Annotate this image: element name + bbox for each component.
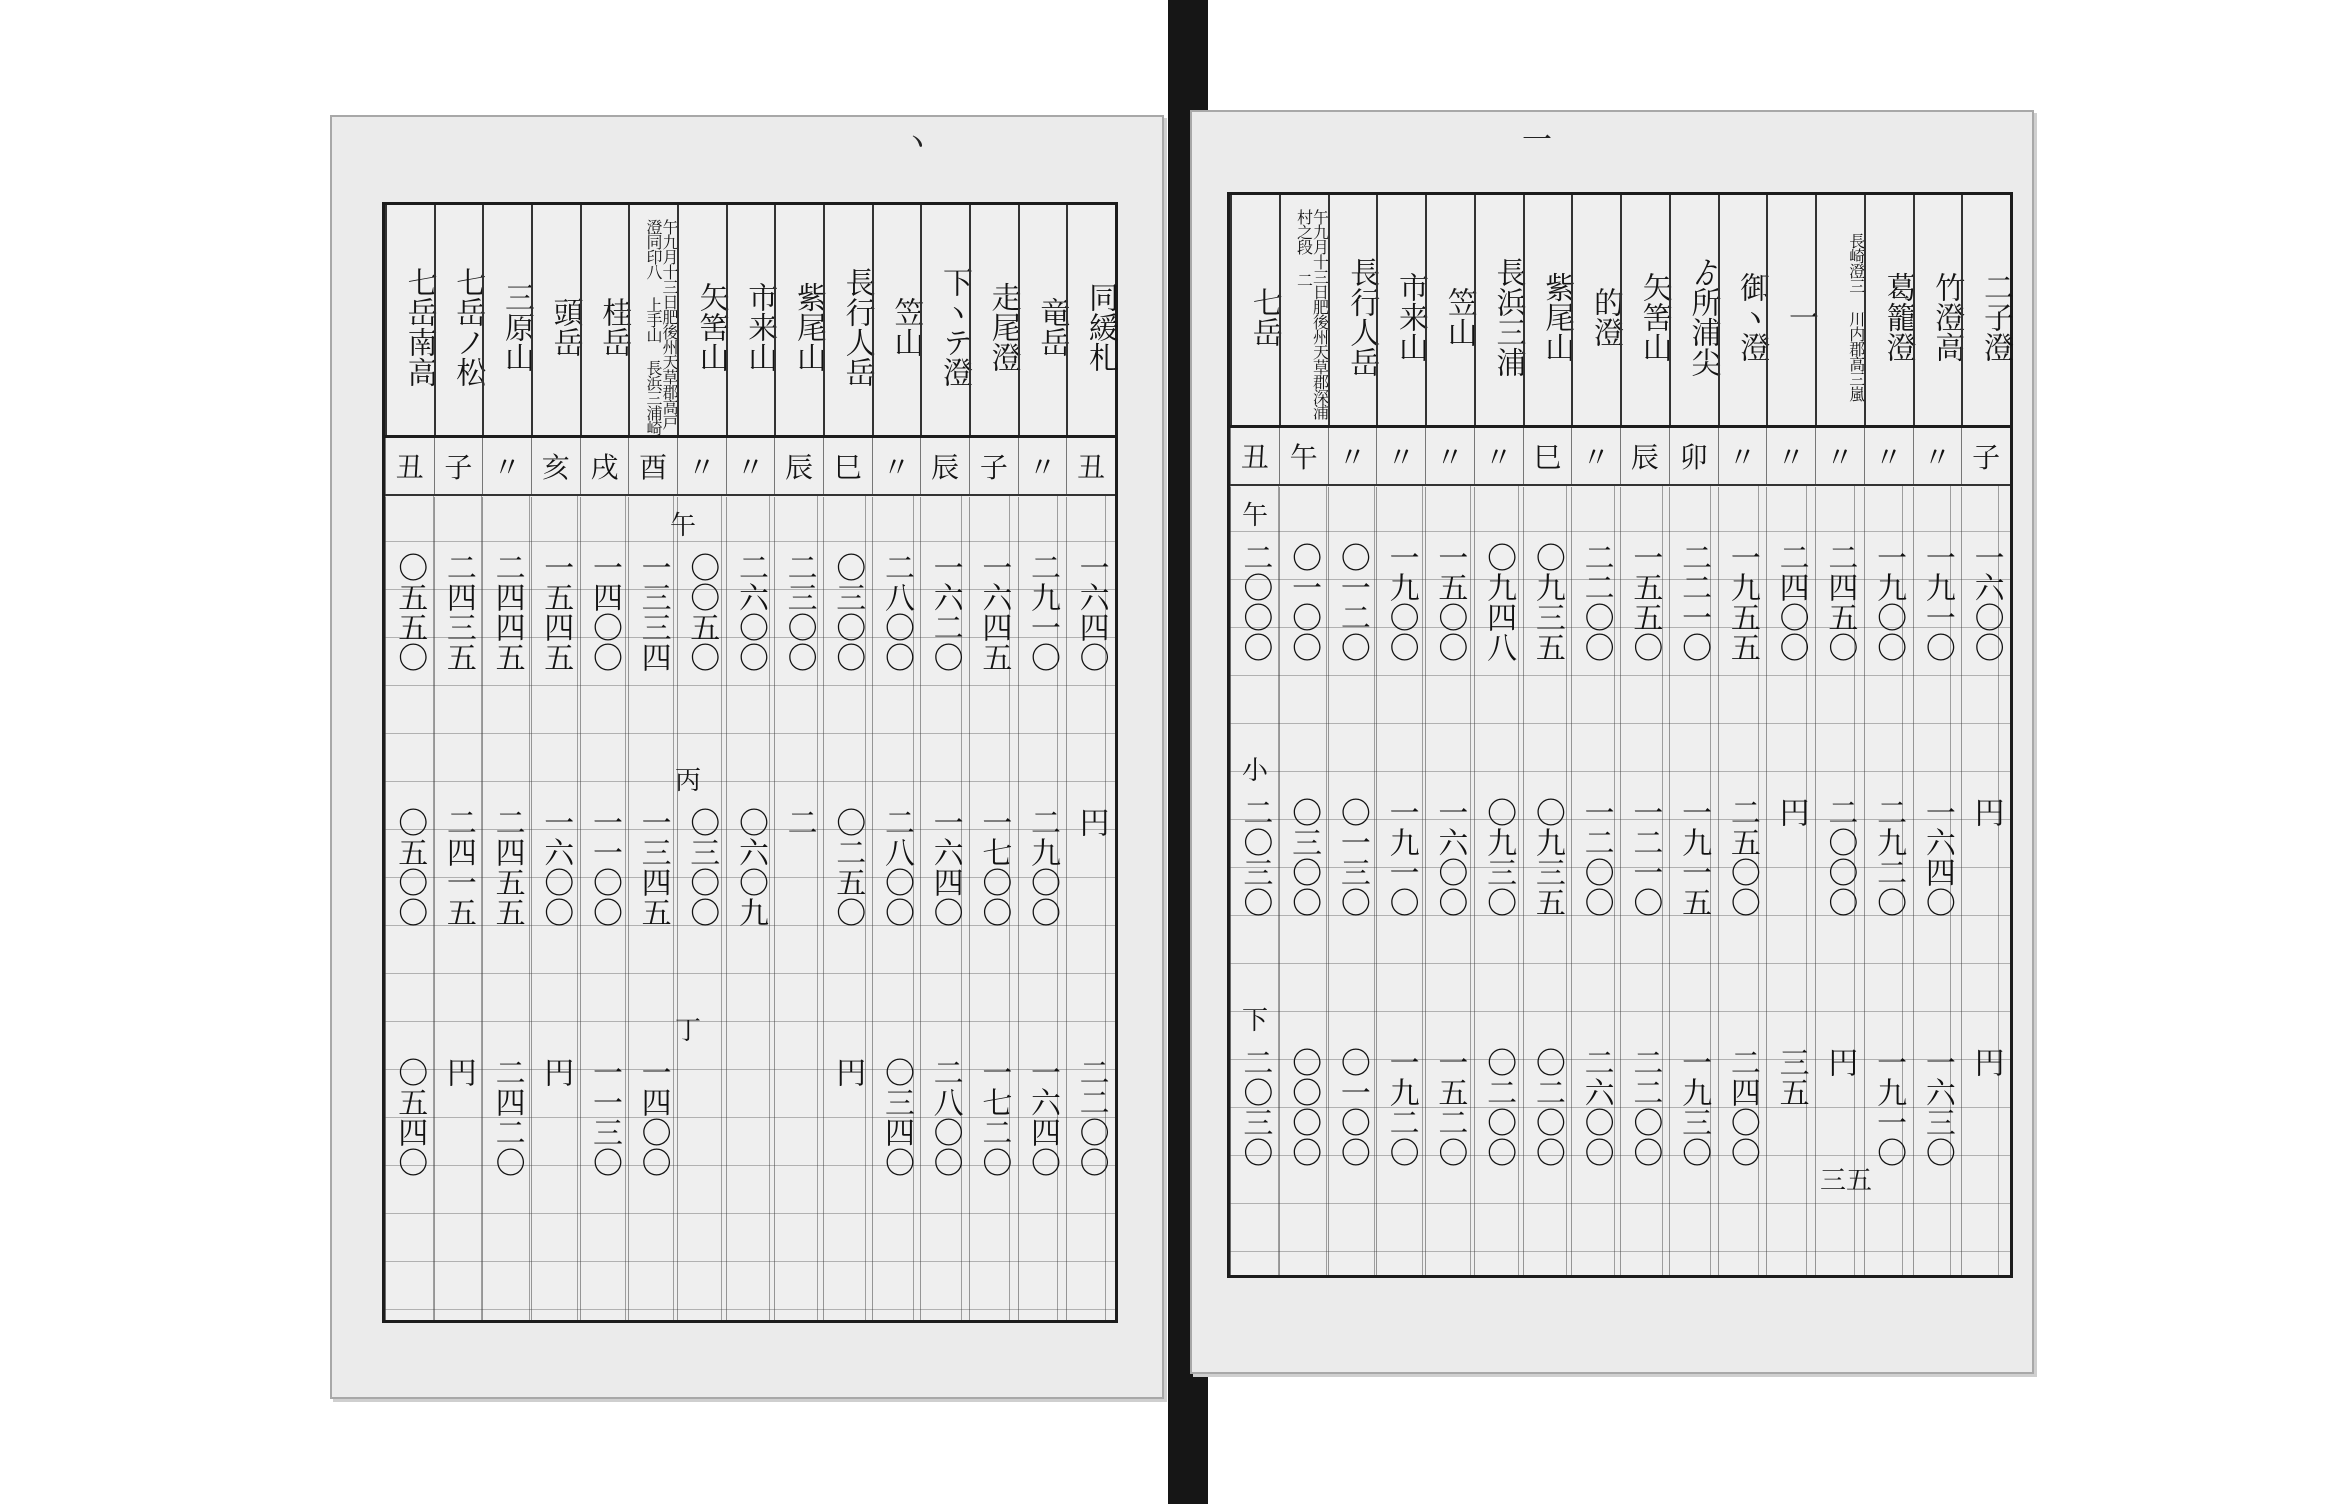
value-cell: 一九一〇 bbox=[1383, 797, 1419, 917]
branch-cell: 亥 bbox=[531, 438, 580, 494]
value-cell: 二四〇〇 bbox=[1724, 1047, 1760, 1167]
header-cell: 同緩札 bbox=[1066, 205, 1115, 435]
header-cell: 走尾澄 bbox=[969, 205, 1018, 435]
header-cell: 的澄 bbox=[1571, 195, 1620, 425]
value-cell: 〇九三五 bbox=[1529, 797, 1565, 917]
data-column bbox=[1718, 487, 1767, 1275]
header-cell: 紫尾山 bbox=[1523, 195, 1572, 425]
data-column bbox=[1230, 487, 1279, 1275]
header-note: 午九月十三日肥後州天草郡高戸澄同印八 上手山 長浜三浦崎 bbox=[628, 205, 677, 435]
value-cell: 〇九三〇 bbox=[1481, 797, 1517, 917]
data-column bbox=[920, 497, 969, 1320]
value-cell: 二六〇〇 bbox=[1578, 1047, 1614, 1167]
header-cell: 市来山 bbox=[726, 205, 775, 435]
data-column bbox=[1523, 487, 1572, 1275]
left-branch-row bbox=[385, 438, 1115, 496]
data-column bbox=[1018, 497, 1067, 1320]
value-cell: 二九二〇 bbox=[1871, 797, 1907, 917]
value-cell: 二八〇〇 bbox=[927, 1057, 963, 1177]
data-column bbox=[1620, 487, 1669, 1275]
header-cell: 竜岳 bbox=[1018, 205, 1067, 435]
value-cell: 一五五〇 bbox=[1627, 542, 1663, 662]
value-cell: 〇〇〇〇 bbox=[1286, 1047, 1322, 1167]
header-cell: 下ヽテ澄 bbox=[920, 205, 969, 435]
value-cell: 一九一〇 bbox=[1919, 542, 1955, 662]
value-cell: 一九二〇 bbox=[1383, 1047, 1419, 1167]
data-column bbox=[1279, 487, 1328, 1275]
value-cell: 一三四五 bbox=[635, 807, 671, 927]
data-column bbox=[726, 497, 775, 1320]
data-column bbox=[580, 497, 629, 1320]
branch-cell: 戌 bbox=[580, 438, 629, 494]
value-cell: 〇三四〇 bbox=[878, 1057, 914, 1177]
header-cell: 笠山 bbox=[872, 205, 921, 435]
value-cell: 二四五五 bbox=[489, 807, 525, 927]
branch-cell: 〃 bbox=[482, 438, 531, 494]
data-column bbox=[1961, 487, 2010, 1275]
value-cell: 〇一二〇 bbox=[1334, 542, 1370, 662]
value-cell: 〇二五〇 bbox=[830, 807, 866, 927]
left-data-area bbox=[385, 497, 1115, 1320]
data-column bbox=[1864, 487, 1913, 1275]
data-column bbox=[823, 497, 872, 1320]
left-header-row bbox=[385, 205, 1118, 438]
value-cell: 一二〇〇 bbox=[1578, 797, 1614, 917]
value-cell: 〇一〇〇 bbox=[1286, 542, 1322, 662]
value-cell: 〇三〇〇 bbox=[1286, 797, 1322, 917]
value-cell: 円 bbox=[1822, 1047, 1858, 1077]
branch-cell: 子 bbox=[969, 438, 1018, 494]
value-cell: 一六〇〇 bbox=[1432, 797, 1468, 917]
left-table bbox=[382, 202, 1118, 1323]
header-cell: 紫尾山 bbox=[774, 205, 823, 435]
header-cell: 頭岳 bbox=[531, 205, 580, 435]
header-cell: 竹澄高 bbox=[1913, 195, 1962, 425]
branch-cell: 〃 bbox=[872, 438, 921, 494]
branch-cell: 〃 bbox=[726, 438, 775, 494]
data-column bbox=[482, 497, 531, 1320]
value-cell: 〇〇五〇 bbox=[684, 552, 720, 672]
branch-cell: 丑 bbox=[1066, 438, 1115, 494]
value-cell: 二二〇〇 bbox=[1627, 1047, 1663, 1167]
data-column bbox=[1328, 487, 1377, 1275]
header-cell: 矢筈山 bbox=[677, 205, 726, 435]
header-cell: 笠山 bbox=[1425, 195, 1474, 425]
value-cell: 一一三〇 bbox=[586, 1057, 622, 1177]
branch-cell: 午 bbox=[1279, 428, 1328, 484]
value-cell: 二九一〇 bbox=[1024, 552, 1060, 672]
branch-cell: 巳 bbox=[823, 438, 872, 494]
value-cell: 円 bbox=[1968, 797, 2004, 827]
header-cell: 長行人岳 bbox=[823, 205, 872, 435]
value-cell: 二四二〇 bbox=[489, 1057, 525, 1177]
header-cell: 矢筈山 bbox=[1620, 195, 1669, 425]
branch-cell: 子 bbox=[1961, 428, 2010, 484]
value-cell: 一九三〇 bbox=[1676, 1047, 1712, 1167]
value-cell: 二四〇〇 bbox=[1773, 542, 1809, 662]
data-column bbox=[1474, 487, 1523, 1275]
branch-cell: 辰 bbox=[1620, 428, 1669, 484]
branch-cell: 〃 bbox=[1328, 428, 1377, 484]
value-cell: 二〇三〇 bbox=[1237, 1047, 1273, 1167]
branch-cell: 〃 bbox=[1018, 438, 1067, 494]
value-cell: 二四三五 bbox=[440, 552, 476, 672]
branch-cell: 〃 bbox=[1913, 428, 1962, 484]
branch-cell: 酉 bbox=[628, 438, 677, 494]
value-cell: 二六〇〇 bbox=[732, 552, 768, 672]
header-cell: 市来山 bbox=[1376, 195, 1425, 425]
value-cell: 一四〇〇 bbox=[635, 1057, 671, 1177]
value-cell: 〇一三〇 bbox=[1334, 797, 1370, 917]
branch-cell: 〃 bbox=[1474, 428, 1523, 484]
branch-cell: 〃 bbox=[1718, 428, 1767, 484]
time-mark: 下 bbox=[1242, 1006, 1269, 1036]
value-cell: 一九〇〇 bbox=[1383, 542, 1419, 662]
value-cell: 〇五四〇 bbox=[392, 1057, 428, 1177]
header-cell: 御ヽ澄 bbox=[1718, 195, 1767, 425]
value-cell: 〇五五〇 bbox=[392, 552, 428, 672]
value-cell: 一六四五 bbox=[976, 552, 1012, 672]
header-cell: 桂岳 bbox=[580, 205, 629, 435]
value-cell: 〇一〇〇 bbox=[1334, 1047, 1370, 1167]
time-mark: 小 bbox=[1242, 756, 1269, 786]
time-mark: 丁 bbox=[675, 1016, 702, 1046]
value-cell: 二〇〇〇 bbox=[1237, 542, 1273, 662]
value-cell: 一七〇〇 bbox=[976, 807, 1012, 927]
value-cell: 円 bbox=[440, 1057, 476, 1087]
value-cell: 二二〇〇 bbox=[1578, 542, 1614, 662]
value-cell: 一六四〇 bbox=[1024, 1057, 1060, 1177]
value-cell: 一六〇〇 bbox=[538, 807, 574, 927]
data-column bbox=[677, 497, 726, 1320]
value-cell: 円 bbox=[830, 1057, 866, 1087]
value-cell: 一五二〇 bbox=[1432, 1047, 1468, 1167]
value-cell: 一三三四 bbox=[635, 552, 671, 672]
value-cell: 二〇〇〇 bbox=[1822, 797, 1858, 917]
branch-cell: 〃 bbox=[677, 438, 726, 494]
time-mark: 午 bbox=[670, 511, 697, 541]
data-column bbox=[1913, 487, 1962, 1275]
header-cell: 七岳ノ松 bbox=[434, 205, 483, 435]
value-cell: 二 bbox=[781, 807, 817, 837]
header-note: 午九月十三日肥後州天草郡深浦村之段 二 bbox=[1279, 195, 1328, 425]
time-mark: 丙 bbox=[675, 766, 702, 796]
left-page bbox=[330, 115, 1164, 1399]
value-cell: 〇二〇〇 bbox=[1481, 1047, 1517, 1167]
value-cell: 〇三〇〇 bbox=[684, 807, 720, 927]
data-column bbox=[1669, 487, 1718, 1275]
value-cell: 二八〇〇 bbox=[878, 552, 914, 672]
data-column bbox=[1425, 487, 1474, 1275]
value-cell: 一九〇〇 bbox=[1871, 542, 1907, 662]
header-cell: 葛籠澄 bbox=[1864, 195, 1913, 425]
value-cell: 円 bbox=[1073, 807, 1109, 837]
annotation-mark: 三五 bbox=[1820, 1166, 1873, 1196]
header-cell: 三原山 bbox=[482, 205, 531, 435]
data-column bbox=[774, 497, 823, 1320]
right-header-row bbox=[1230, 195, 2013, 428]
branch-cell: 〃 bbox=[1815, 428, 1864, 484]
value-cell: 二九〇〇 bbox=[1024, 807, 1060, 927]
value-cell: 一六四〇 bbox=[927, 807, 963, 927]
data-column bbox=[872, 497, 921, 1320]
data-column bbox=[1766, 487, 1815, 1275]
value-cell: 〇五〇〇 bbox=[392, 807, 428, 927]
data-column bbox=[1376, 487, 1425, 1275]
data-column bbox=[969, 497, 1018, 1320]
value-cell: 二四四五 bbox=[489, 552, 525, 672]
right-data-area bbox=[1230, 487, 2010, 1275]
data-column bbox=[628, 497, 677, 1320]
branch-cell: 丑 bbox=[1230, 428, 1279, 484]
value-cell: 一二一〇 bbox=[1627, 797, 1663, 917]
right-table bbox=[1227, 192, 2013, 1278]
value-cell: 一五四五 bbox=[538, 552, 574, 672]
value-cell: 一九一五 bbox=[1676, 797, 1712, 917]
header-cell: 二子澄 bbox=[1961, 195, 2010, 425]
header-cell: 一 bbox=[1766, 195, 1815, 425]
right-folio: 一 bbox=[1522, 123, 1552, 158]
value-cell: 一六三〇 bbox=[1919, 1047, 1955, 1167]
branch-cell: 〃 bbox=[1376, 428, 1425, 484]
value-cell: 一四〇〇 bbox=[586, 552, 622, 672]
value-cell: 一七二〇 bbox=[976, 1057, 1012, 1177]
header-cell: 長浜三浦 bbox=[1474, 195, 1523, 425]
data-column bbox=[434, 497, 483, 1320]
value-cell: 〇二〇〇 bbox=[1529, 1047, 1565, 1167]
value-cell: 一六二〇 bbox=[927, 552, 963, 672]
value-cell: 二四一五 bbox=[440, 807, 476, 927]
value-cell: 二八〇〇 bbox=[878, 807, 914, 927]
value-cell: 〇九四八 bbox=[1481, 542, 1517, 662]
branch-cell: 子 bbox=[434, 438, 483, 494]
value-cell: 二〇三〇 bbox=[1237, 797, 1273, 917]
header-cell: 七岳 bbox=[1230, 195, 1279, 425]
value-cell: 三五 bbox=[1773, 1047, 1809, 1107]
value-cell: 二二一〇 bbox=[1676, 542, 1712, 662]
data-column bbox=[1815, 487, 1864, 1275]
value-cell: 一九一〇 bbox=[1871, 1047, 1907, 1167]
branch-cell: 〃 bbox=[1766, 428, 1815, 484]
right-page bbox=[1190, 110, 2034, 1374]
data-column bbox=[531, 497, 580, 1320]
header-cell: 七岳南高 bbox=[385, 205, 434, 435]
time-mark: 午 bbox=[1242, 501, 1269, 531]
value-cell: 一六〇〇 bbox=[1968, 542, 2004, 662]
data-column bbox=[1066, 497, 1115, 1320]
value-cell: 一六四〇 bbox=[1073, 552, 1109, 672]
right-branch-row bbox=[1230, 428, 2010, 486]
branch-cell: 卯 bbox=[1669, 428, 1718, 484]
value-cell: 一九五五 bbox=[1724, 542, 1760, 662]
value-cell: 円 bbox=[1968, 1047, 2004, 1077]
branch-cell: 巳 bbox=[1523, 428, 1572, 484]
branch-cell: 丑 bbox=[385, 438, 434, 494]
value-cell: 二三〇〇 bbox=[781, 552, 817, 672]
data-column bbox=[1571, 487, 1620, 1275]
branch-cell: 〃 bbox=[1864, 428, 1913, 484]
value-cell: 二五〇〇 bbox=[1724, 797, 1760, 917]
left-folio: ヽ bbox=[902, 125, 932, 160]
header-cell: 長行人岳 bbox=[1328, 195, 1377, 425]
value-cell: 二四五〇 bbox=[1822, 542, 1858, 662]
value-cell: 二二〇〇 bbox=[1073, 1057, 1109, 1177]
value-cell: 一五〇〇 bbox=[1432, 542, 1468, 662]
branch-cell: 辰 bbox=[774, 438, 823, 494]
data-column bbox=[385, 497, 434, 1320]
branch-cell: 辰 bbox=[920, 438, 969, 494]
value-cell: 〇三〇〇 bbox=[830, 552, 866, 672]
value-cell: 一六四〇 bbox=[1919, 797, 1955, 917]
branch-cell: 〃 bbox=[1571, 428, 1620, 484]
value-cell: 〇六〇九 bbox=[732, 807, 768, 927]
branch-cell: 〃 bbox=[1425, 428, 1474, 484]
value-cell: 円 bbox=[538, 1057, 574, 1087]
header-note: 長崎澄三 川内郡高三嵐 bbox=[1815, 195, 1864, 425]
value-cell: 〇九三五 bbox=[1529, 542, 1565, 662]
value-cell: 円 bbox=[1773, 797, 1809, 827]
value-cell: 一一〇〇 bbox=[586, 807, 622, 927]
header-cell: ゟ所浦尖 bbox=[1669, 195, 1718, 425]
